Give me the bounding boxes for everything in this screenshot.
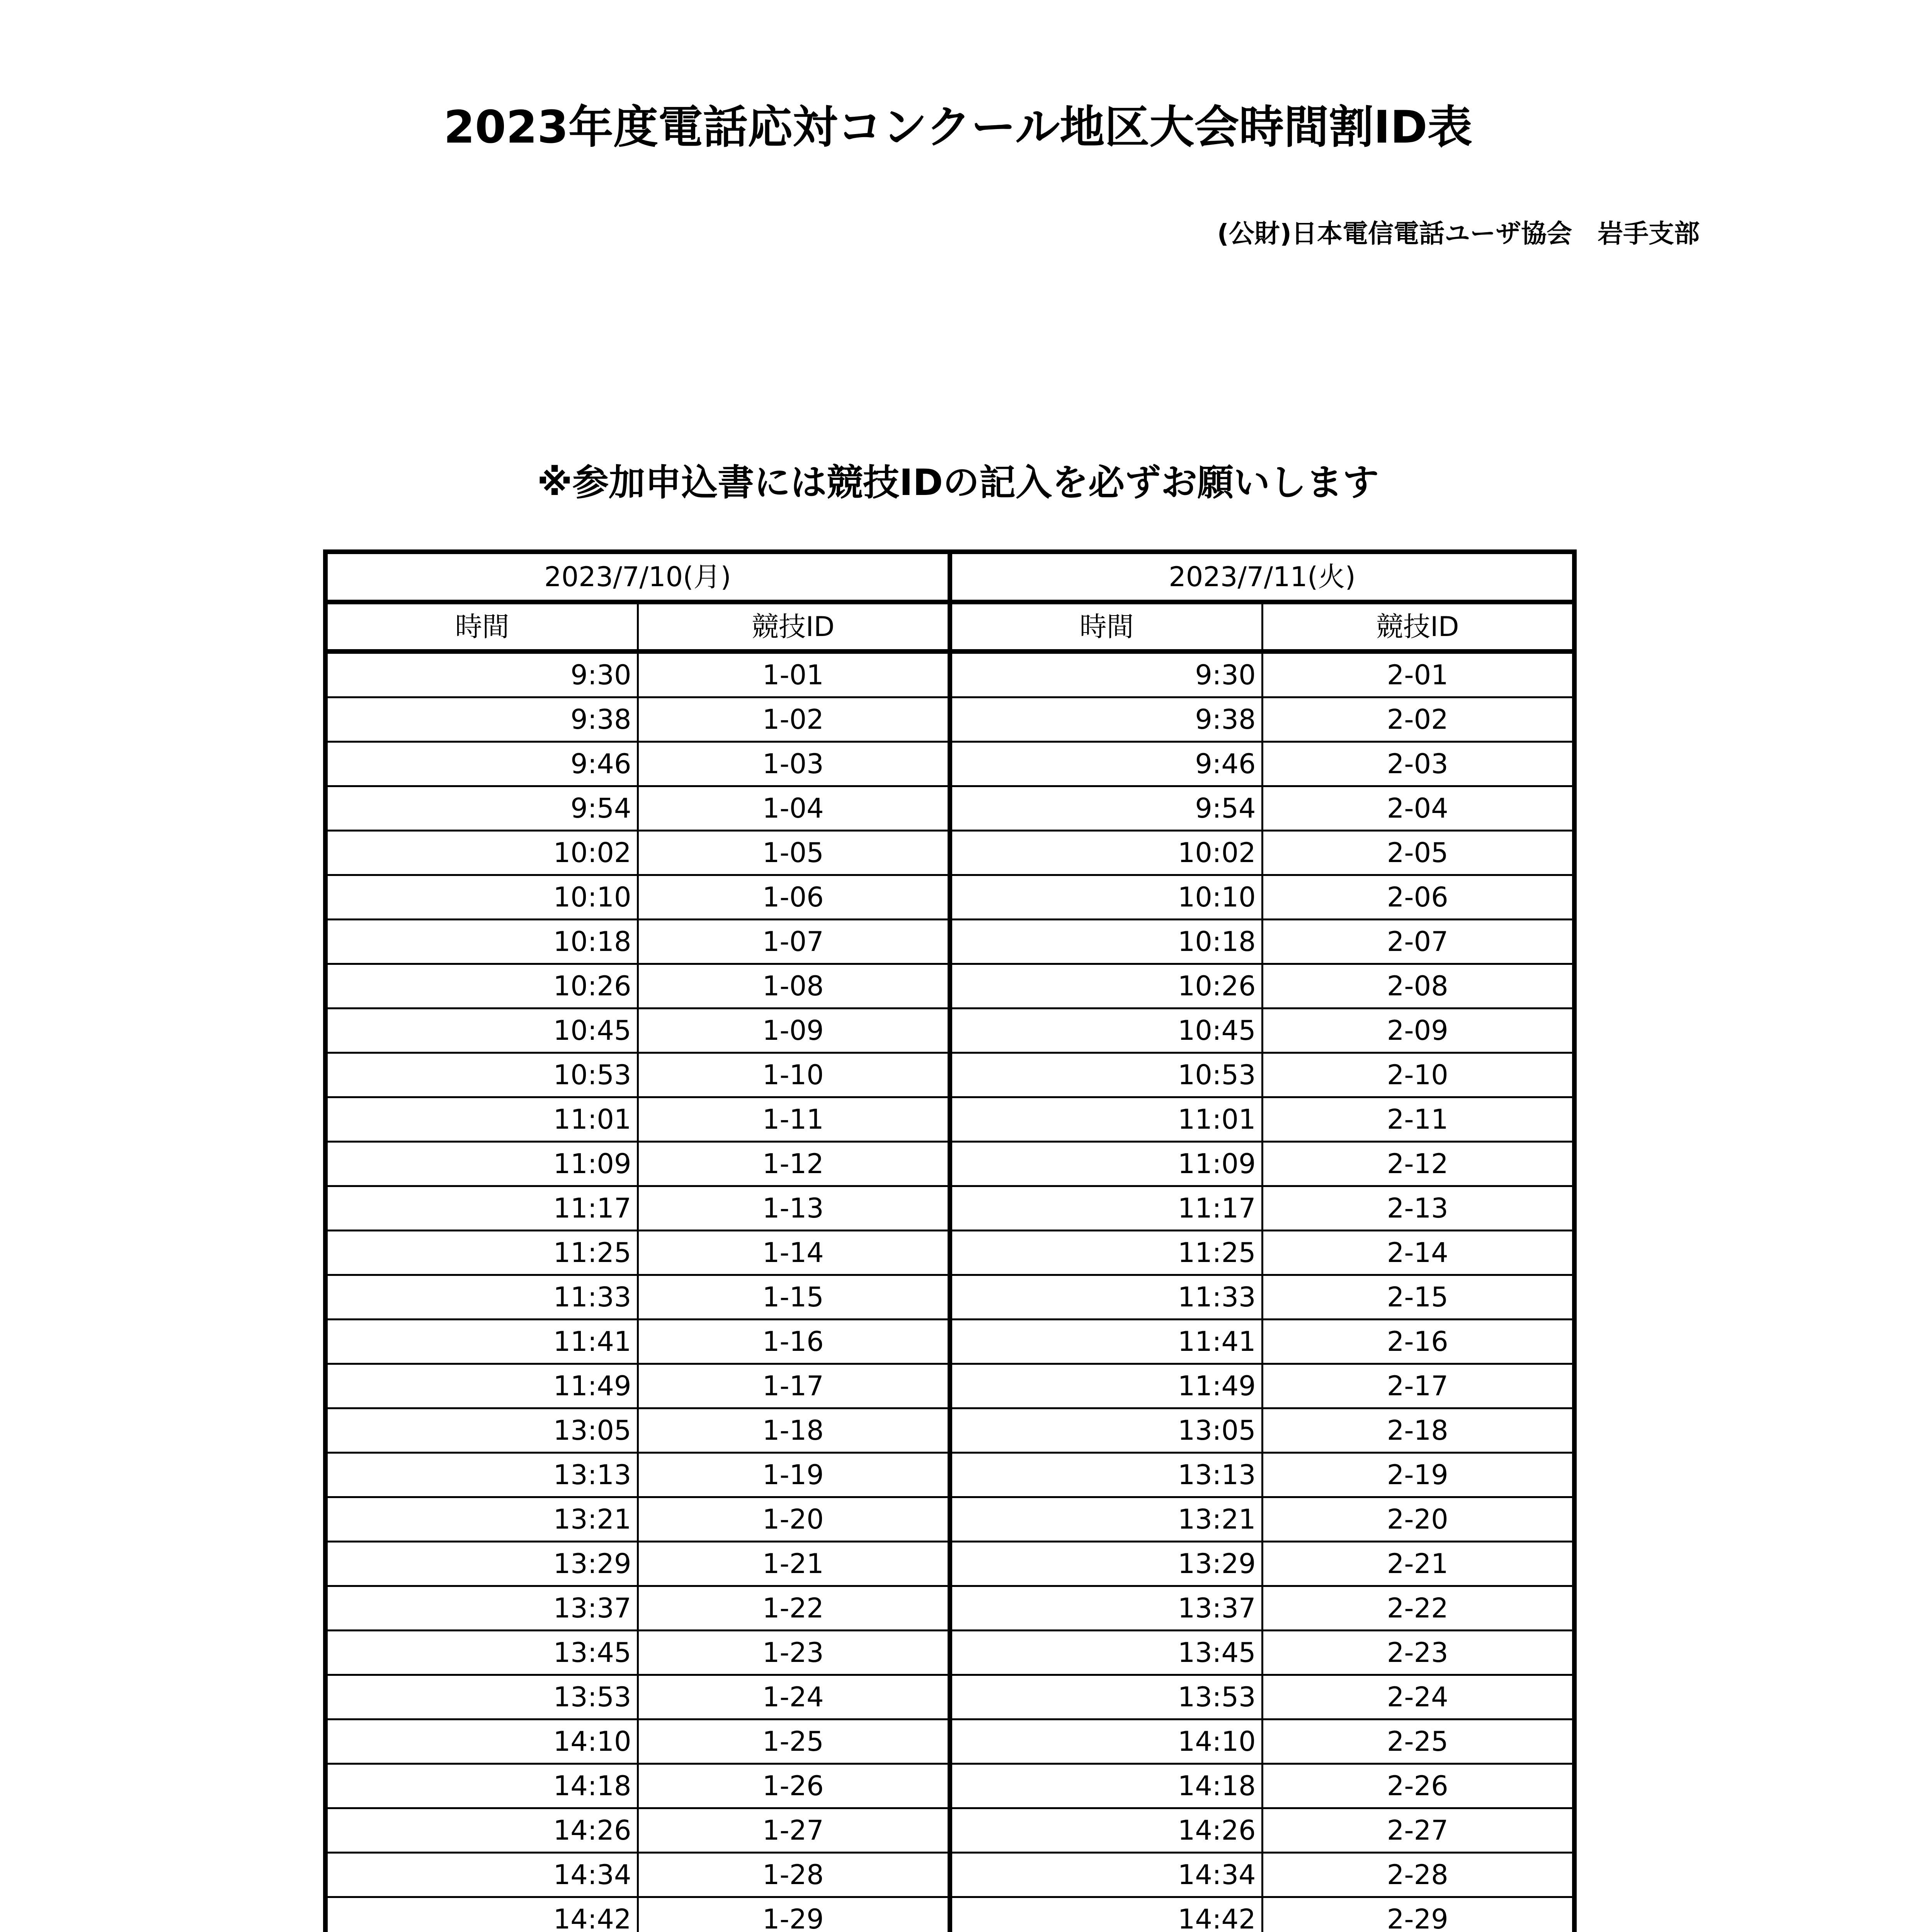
day-2-id-cell: 2-15 bbox=[1262, 1275, 1574, 1320]
day-1-id-cell: 1-22 bbox=[638, 1586, 950, 1631]
day-2-time-cell: 9:46 bbox=[950, 742, 1262, 786]
day-1-id-cell: 1-24 bbox=[638, 1675, 950, 1719]
day-1-time-header: 時間 bbox=[325, 602, 638, 651]
day-1-time-cell: 11:09 bbox=[325, 1142, 638, 1186]
day-1-id-cell: 1-18 bbox=[638, 1408, 950, 1453]
day-1-time-cell: 9:54 bbox=[325, 786, 638, 831]
day-2-time-cell: 13:13 bbox=[950, 1453, 1262, 1497]
table-row bbox=[325, 1186, 1574, 1231]
day-2-id-cell: 2-07 bbox=[1262, 920, 1574, 964]
day-1-id-cell: 1-14 bbox=[638, 1231, 950, 1275]
day-1-time-cell: 9:38 bbox=[325, 697, 638, 742]
table-row bbox=[325, 786, 1574, 831]
day-1-id-cell: 1-17 bbox=[638, 1364, 950, 1408]
table-row bbox=[325, 1408, 1574, 1453]
day-1-time-cell: 9:30 bbox=[325, 651, 638, 697]
day-2-id-cell: 2-16 bbox=[1262, 1320, 1574, 1364]
day-1-time-cell: 14:10 bbox=[325, 1719, 638, 1764]
day-2-id-cell: 2-26 bbox=[1262, 1764, 1574, 1808]
page-title: 2023年度電話応対コンクール地区大会時間割ID表 bbox=[444, 101, 1472, 153]
day-2-time-cell: 10:18 bbox=[950, 920, 1262, 964]
day-1-time-cell: 14:18 bbox=[325, 1764, 638, 1808]
column-header-row bbox=[325, 602, 1574, 651]
table-row bbox=[325, 1053, 1574, 1097]
table-row bbox=[325, 1631, 1574, 1675]
day-2-time-cell: 14:34 bbox=[950, 1853, 1262, 1897]
day-2-id-cell: 2-09 bbox=[1262, 1009, 1574, 1053]
day-2-time-cell: 10:02 bbox=[950, 831, 1262, 875]
day-2-time-cell: 13:53 bbox=[950, 1675, 1262, 1719]
schedule-body bbox=[325, 651, 1574, 1932]
day-2-id-cell: 2-08 bbox=[1262, 964, 1574, 1009]
day-1-time-cell: 14:42 bbox=[325, 1897, 638, 1932]
day-1-id-cell: 1-01 bbox=[638, 651, 950, 697]
table-row bbox=[325, 697, 1574, 742]
day-2-id-cell: 2-10 bbox=[1262, 1053, 1574, 1097]
table-row bbox=[325, 651, 1574, 697]
day-1-id-cell: 1-02 bbox=[638, 697, 950, 742]
day-2-id-cell: 2-18 bbox=[1262, 1408, 1574, 1453]
day-1-id-cell: 1-09 bbox=[638, 1009, 950, 1053]
day-1-time-cell: 10:53 bbox=[325, 1053, 638, 1097]
day-2-time-cell: 11:41 bbox=[950, 1320, 1262, 1364]
day-1-id-cell: 1-19 bbox=[638, 1453, 950, 1497]
day-2-date: 2023/7/11(火) bbox=[950, 552, 1574, 602]
day-1-time-cell: 11:33 bbox=[325, 1275, 638, 1320]
day-1-id-cell: 1-08 bbox=[638, 964, 950, 1009]
day-2-id-cell: 2-22 bbox=[1262, 1586, 1574, 1631]
day-2-id-cell: 2-01 bbox=[1262, 651, 1574, 697]
day-1-id-cell: 1-25 bbox=[638, 1719, 950, 1764]
day-2-time-cell: 9:30 bbox=[950, 651, 1262, 697]
day-2-time-header: 時間 bbox=[950, 602, 1262, 651]
table-row bbox=[325, 1808, 1574, 1853]
day-2-time-cell: 11:25 bbox=[950, 1231, 1262, 1275]
day-1-time-cell: 13:37 bbox=[325, 1586, 638, 1631]
day-1-time-cell: 10:02 bbox=[325, 831, 638, 875]
day-2-id-cell: 2-04 bbox=[1262, 786, 1574, 831]
day-2-time-cell: 9:38 bbox=[950, 697, 1262, 742]
table-row bbox=[325, 1586, 1574, 1631]
day-1-id-cell: 1-15 bbox=[638, 1275, 950, 1320]
day-1-id-cell: 1-29 bbox=[638, 1897, 950, 1932]
day-1-id-cell: 1-03 bbox=[638, 742, 950, 786]
day-2-id-cell: 2-02 bbox=[1262, 697, 1574, 742]
day-1-time-cell: 14:34 bbox=[325, 1853, 638, 1897]
day-2-time-cell: 10:26 bbox=[950, 964, 1262, 1009]
day-2-id-header: 競技ID bbox=[1262, 602, 1574, 651]
day-2-id-cell: 2-27 bbox=[1262, 1808, 1574, 1853]
table-row bbox=[325, 1364, 1574, 1408]
day-2-id-cell: 2-14 bbox=[1262, 1231, 1574, 1275]
day-1-id-cell: 1-06 bbox=[638, 875, 950, 920]
day-2-time-cell: 14:26 bbox=[950, 1808, 1262, 1853]
day-2-id-cell: 2-13 bbox=[1262, 1186, 1574, 1231]
table-row bbox=[325, 1142, 1574, 1186]
day-2-id-cell: 2-17 bbox=[1262, 1364, 1574, 1408]
table-row bbox=[325, 1719, 1574, 1764]
day-2-id-cell: 2-20 bbox=[1262, 1497, 1574, 1542]
day-2-time-cell: 11:09 bbox=[950, 1142, 1262, 1186]
table-row bbox=[325, 1231, 1574, 1275]
day-1-id-cell: 1-13 bbox=[638, 1186, 950, 1231]
day-1-time-cell: 11:01 bbox=[325, 1097, 638, 1142]
day-2-time-cell: 11:01 bbox=[950, 1097, 1262, 1142]
day-2-id-cell: 2-19 bbox=[1262, 1453, 1574, 1497]
day-2-time-cell: 14:42 bbox=[950, 1897, 1262, 1932]
schedule-table bbox=[323, 549, 1577, 1932]
entry-notice: ※参加申込書には競技IDの記入を必ずお願いします bbox=[537, 462, 1379, 504]
day-1-time-cell: 11:41 bbox=[325, 1320, 638, 1364]
table-row bbox=[325, 1497, 1574, 1542]
table-row bbox=[325, 1320, 1574, 1364]
table-row bbox=[325, 920, 1574, 964]
day-2-time-cell: 13:37 bbox=[950, 1586, 1262, 1631]
day-1-time-cell: 13:29 bbox=[325, 1542, 638, 1586]
day-2-id-cell: 2-11 bbox=[1262, 1097, 1574, 1142]
day-2-id-cell: 2-24 bbox=[1262, 1675, 1574, 1719]
table-row bbox=[325, 1453, 1574, 1497]
day-1-time-cell: 10:26 bbox=[325, 964, 638, 1009]
day-1-id-cell: 1-28 bbox=[638, 1853, 950, 1897]
day-1-id-cell: 1-23 bbox=[638, 1631, 950, 1675]
table-row bbox=[325, 1764, 1574, 1808]
day-2-time-cell: 13:45 bbox=[950, 1631, 1262, 1675]
day-2-id-cell: 2-21 bbox=[1262, 1542, 1574, 1586]
table-row bbox=[325, 1675, 1574, 1719]
day-2-time-cell: 13:21 bbox=[950, 1497, 1262, 1542]
day-2-id-cell: 2-03 bbox=[1262, 742, 1574, 786]
day-1-time-cell: 11:17 bbox=[325, 1186, 638, 1231]
day-1-id-cell: 1-04 bbox=[638, 786, 950, 831]
day-1-id-cell: 1-10 bbox=[638, 1053, 950, 1097]
table-row bbox=[325, 831, 1574, 875]
table-row bbox=[325, 1897, 1574, 1932]
day-1-id-cell: 1-27 bbox=[638, 1808, 950, 1853]
day-2-id-cell: 2-29 bbox=[1262, 1897, 1574, 1932]
date-header-row bbox=[325, 552, 1574, 602]
day-2-id-cell: 2-28 bbox=[1262, 1853, 1574, 1897]
day-1-time-cell: 10:10 bbox=[325, 875, 638, 920]
day-1-date: 2023/7/10(月) bbox=[325, 552, 950, 602]
day-1-time-cell: 10:18 bbox=[325, 920, 638, 964]
day-2-time-cell: 13:05 bbox=[950, 1408, 1262, 1453]
table-row bbox=[325, 1853, 1574, 1897]
day-1-time-cell: 13:05 bbox=[325, 1408, 638, 1453]
day-1-id-header: 競技ID bbox=[638, 602, 950, 651]
day-1-id-cell: 1-12 bbox=[638, 1142, 950, 1186]
organization-name: (公財)日本電信電話ユーザ協会 岩手支部 bbox=[1217, 219, 1700, 248]
day-1-time-cell: 13:53 bbox=[325, 1675, 638, 1719]
day-2-time-cell: 10:53 bbox=[950, 1053, 1262, 1097]
day-1-time-cell: 11:25 bbox=[325, 1231, 638, 1275]
day-2-id-cell: 2-06 bbox=[1262, 875, 1574, 920]
day-1-time-cell: 13:45 bbox=[325, 1631, 638, 1675]
day-1-id-cell: 1-16 bbox=[638, 1320, 950, 1364]
day-1-id-cell: 1-11 bbox=[638, 1097, 950, 1142]
table-row bbox=[325, 1097, 1574, 1142]
table-row bbox=[325, 1275, 1574, 1320]
day-2-id-cell: 2-23 bbox=[1262, 1631, 1574, 1675]
table-row bbox=[325, 875, 1574, 920]
day-2-time-cell: 11:49 bbox=[950, 1364, 1262, 1408]
table-row bbox=[325, 1542, 1574, 1586]
day-2-time-cell: 14:18 bbox=[950, 1764, 1262, 1808]
table-row bbox=[325, 742, 1574, 786]
day-1-id-cell: 1-21 bbox=[638, 1542, 950, 1586]
day-2-time-cell: 11:17 bbox=[950, 1186, 1262, 1231]
day-2-time-cell: 10:45 bbox=[950, 1009, 1262, 1053]
table-row bbox=[325, 1009, 1574, 1053]
day-1-id-cell: 1-07 bbox=[638, 920, 950, 964]
day-1-time-cell: 10:45 bbox=[325, 1009, 638, 1053]
day-1-time-cell: 11:49 bbox=[325, 1364, 638, 1408]
day-2-id-cell: 2-12 bbox=[1262, 1142, 1574, 1186]
day-2-id-cell: 2-25 bbox=[1262, 1719, 1574, 1764]
day-2-time-cell: 14:10 bbox=[950, 1719, 1262, 1764]
day-1-id-cell: 1-20 bbox=[638, 1497, 950, 1542]
day-1-time-cell: 13:21 bbox=[325, 1497, 638, 1542]
day-1-time-cell: 9:46 bbox=[325, 742, 638, 786]
day-2-time-cell: 13:29 bbox=[950, 1542, 1262, 1586]
day-1-id-cell: 1-26 bbox=[638, 1764, 950, 1808]
day-2-id-cell: 2-05 bbox=[1262, 831, 1574, 875]
day-2-time-cell: 9:54 bbox=[950, 786, 1262, 831]
day-2-time-cell: 10:10 bbox=[950, 875, 1262, 920]
day-1-time-cell: 14:26 bbox=[325, 1808, 638, 1853]
day-1-time-cell: 13:13 bbox=[325, 1453, 638, 1497]
day-1-id-cell: 1-05 bbox=[638, 831, 950, 875]
day-2-time-cell: 11:33 bbox=[950, 1275, 1262, 1320]
table-row bbox=[325, 964, 1574, 1009]
